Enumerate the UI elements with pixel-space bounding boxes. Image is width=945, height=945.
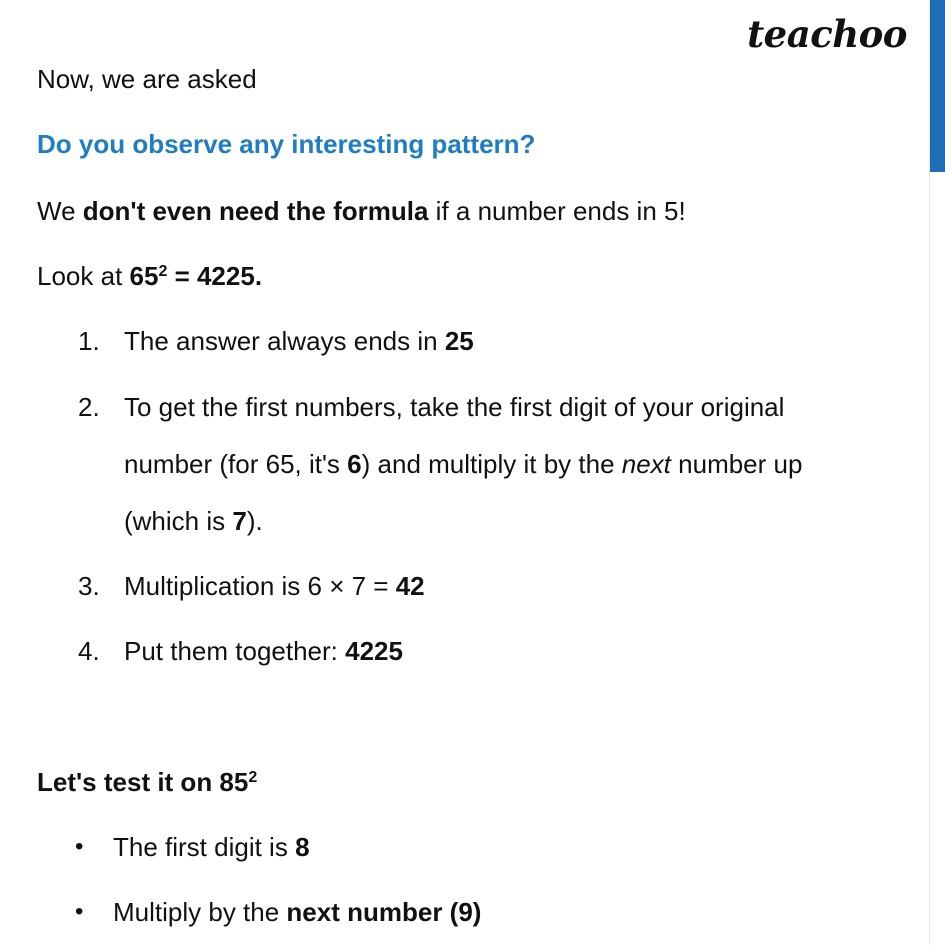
step-number: 2. <box>78 392 100 422</box>
observation-suffix: if a number ends in 5! <box>428 196 686 226</box>
test-prefix: Let's test it on <box>37 767 220 797</box>
example-result: = 4225. <box>167 261 263 291</box>
bullet-icon: • <box>75 833 84 860</box>
example-base: 65 <box>129 261 159 291</box>
observation-line <box>37 196 686 226</box>
bullet-text: The first digit is 8 <box>113 832 310 862</box>
example-prefix: Look at <box>37 261 130 291</box>
step-number: 1. <box>78 326 100 356</box>
intro-text: Now, we are asked <box>37 64 257 94</box>
step-number: 3. <box>78 571 100 601</box>
test-base: 85 <box>219 767 249 797</box>
scrollbar-track[interactable] <box>929 0 945 945</box>
step-text: To get the first numbers, take the first digit of your original <box>124 392 785 422</box>
example-exponent: 2 <box>158 263 168 280</box>
observation-prefix: We <box>37 196 83 226</box>
example-line <box>37 261 262 291</box>
bullet-text: Multiply by the next number (9) <box>113 897 482 927</box>
step-text: Multiplication is 6 × 7 = 42 <box>124 571 425 601</box>
step-text-continued: number (for 65, it's 6) and multiply it by the next number up <box>124 449 803 479</box>
step-text: Put them together: 4225 <box>124 636 403 666</box>
observation-bold: don't even need the formula <box>82 196 429 226</box>
teachoo-logo: teachoo <box>747 12 907 56</box>
bullet-icon: • <box>75 898 84 925</box>
step-text: The answer always ends in 25 <box>124 326 474 356</box>
question-heading: Do you observe any interesting pattern? <box>37 129 536 159</box>
step-number: 4. <box>78 636 100 666</box>
test-heading <box>37 767 257 797</box>
test-exponent: 2 <box>248 769 258 786</box>
scrollbar-thumb[interactable] <box>930 0 945 172</box>
step-text-continued: (which is 7). <box>124 506 263 536</box>
